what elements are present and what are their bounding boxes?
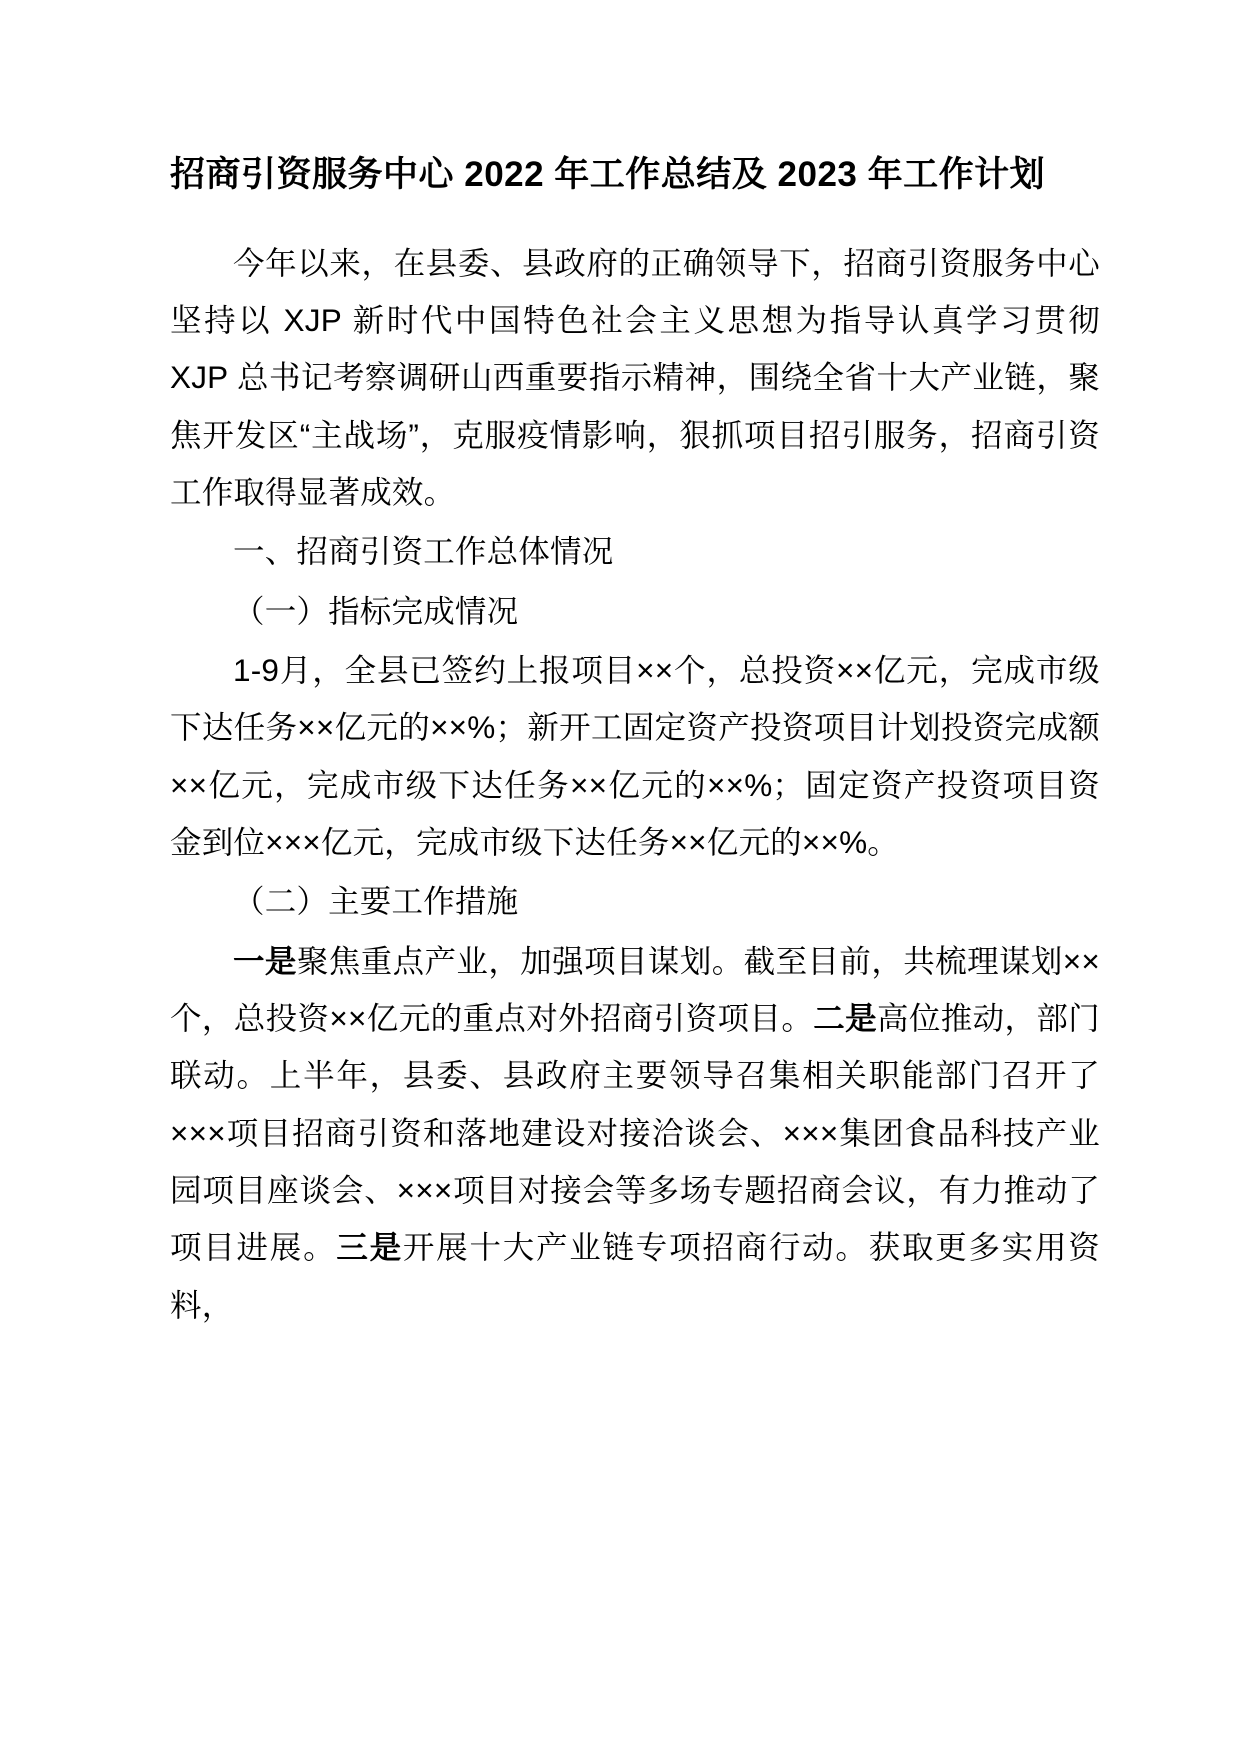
measure-marker-one: 一是 <box>233 942 297 979</box>
paragraph-indicators: 1‑9月，全县已签约上报项目××个，总投资××亿元，完成市级下达任务××亿元的××%；新开工固定资产投资项目计划投资完成额××亿元，完成市级下达任务××亿元的××%；固定资产投资项目资金到位×××亿元，完成市级下达任务××亿元的××%。 <box>170 652 1100 861</box>
document-title: 招商引资服务中心 2022 年工作总结及 2023 年工作计划 <box>170 155 1046 194</box>
section-heading-one: 一、招商引资工作总体情况 <box>233 533 614 570</box>
subsection-heading-one-two: （二）主要工作措施 <box>233 883 519 920</box>
paragraph-intro: 今年以来，在县委、县政府的正确领导下，招商引资服务中心坚持以 XJP 新时代中国特色社会主义思想为指导认真学习贯彻 XJP 总书记考察调研山西重要指示精神，围绕全省十大产业链，聚焦开发区“主战场”，克服疫情影响，狠抓项目招引服务，招商引资工作取得显著成效。 <box>170 244 1100 511</box>
subsection-heading-one-one: （一）指标完成情况 <box>233 592 519 629</box>
measure-text-three: 开展十大产业链专项招商行动。获取更多实用资料， <box>170 1229 1100 1323</box>
paragraph-measures <box>170 933 1100 1334</box>
measure-marker-three: 三是 <box>336 1229 403 1266</box>
measure-text-two: 高位推动，部门联动。上半年，县委、县政府主要领导召集相关职能部门召开了×××项目招商引资和落地建设对接洽谈会、×××集团食品科技产业园项目座谈会、×××项目对接会等多场专题招商会议，有力推动了项目进展。 <box>170 1000 1100 1266</box>
measure-text-one: 聚焦重点产业，加强项目谋划。截至目前，共梳理谋划××个，总投资××亿元的重点对外招商引资项目。 <box>170 942 1101 1037</box>
measure-marker-two: 二是 <box>813 1000 877 1037</box>
